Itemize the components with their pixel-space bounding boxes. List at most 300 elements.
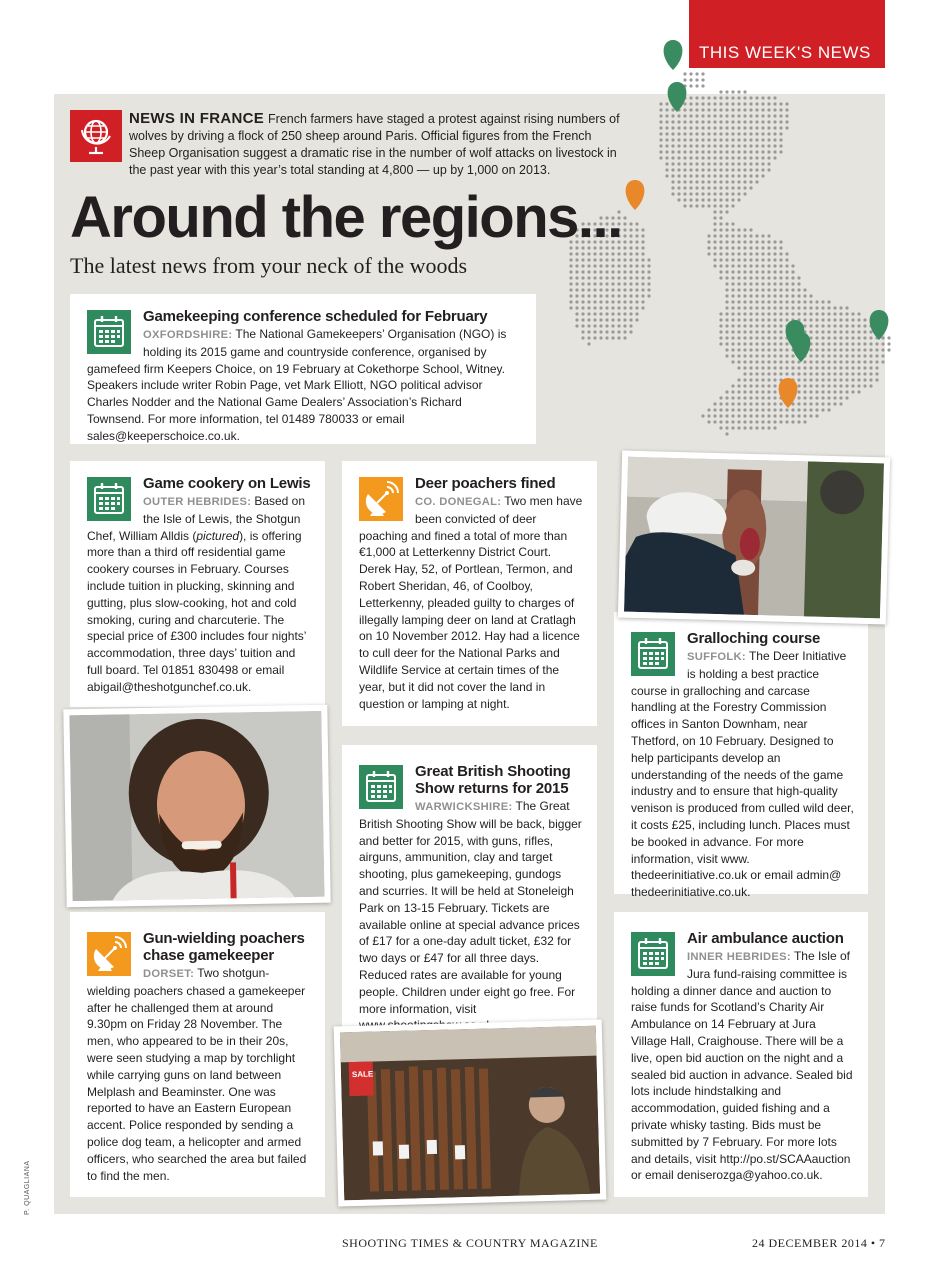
map-dot: [749, 234, 752, 237]
map-dot: [725, 324, 728, 327]
map-dot: [623, 252, 626, 255]
map-dot: [677, 174, 680, 177]
map-dot: [695, 72, 698, 75]
map-dot: [623, 246, 626, 249]
map-dot: [743, 336, 746, 339]
map-dot: [767, 270, 770, 273]
map-dot: [707, 234, 710, 237]
map-dot: [737, 132, 740, 135]
map-dot: [845, 342, 848, 345]
map-dot: [815, 414, 818, 417]
map-dot: [749, 150, 752, 153]
map-dot: [719, 228, 722, 231]
map-dot: [731, 132, 734, 135]
news-in-france: [70, 110, 622, 179]
map-dot: [767, 366, 770, 369]
map-dot: [779, 306, 782, 309]
map-dot: [695, 186, 698, 189]
map-dot: [779, 354, 782, 357]
map-dot: [755, 372, 758, 375]
map-dot: [809, 414, 812, 417]
map-dot: [857, 378, 860, 381]
map-dot: [779, 366, 782, 369]
map-dot: [749, 354, 752, 357]
map-dot: [761, 156, 764, 159]
map-dot: [725, 342, 728, 345]
map-dot: [863, 354, 866, 357]
map-dot: [575, 282, 578, 285]
map-dot: [701, 204, 704, 207]
map-dot: [593, 270, 596, 273]
map-dot: [743, 354, 746, 357]
map-dot: [743, 420, 746, 423]
map-dot: [749, 270, 752, 273]
map-dot: [761, 306, 764, 309]
map-dot: [755, 408, 758, 411]
map-dot: [689, 126, 692, 129]
map-dot: [593, 336, 596, 339]
map-dot: [767, 258, 770, 261]
map-dot: [755, 252, 758, 255]
chef-photo: [69, 711, 324, 901]
map-dot: [785, 420, 788, 423]
map-dot: [839, 318, 842, 321]
map-dot: [833, 354, 836, 357]
map-dot: [623, 270, 626, 273]
map-dot: [785, 312, 788, 315]
map-dot: [617, 330, 620, 333]
map-dot: [755, 378, 758, 381]
map-dot: [617, 306, 620, 309]
map-dot: [731, 180, 734, 183]
map-dot: [599, 282, 602, 285]
map-dot: [785, 108, 788, 111]
map-dot: [749, 156, 752, 159]
map-dot: [773, 246, 776, 249]
map-dot: [755, 300, 758, 303]
map-dot: [887, 342, 890, 345]
map-dot: [737, 336, 740, 339]
map-dot: [749, 162, 752, 165]
map-dot: [761, 102, 764, 105]
map-dot: [827, 384, 830, 387]
map-dot: [575, 318, 578, 321]
map-dot: [611, 264, 614, 267]
map-dot: [731, 426, 734, 429]
article-gamekeeping: [70, 294, 536, 444]
map-dot: [797, 402, 800, 405]
map-dot: [611, 288, 614, 291]
map-dot: [809, 402, 812, 405]
map-dot: [743, 402, 746, 405]
map-dot: [737, 402, 740, 405]
map-dot: [887, 348, 890, 351]
map-dot: [749, 378, 752, 381]
map-dot: [743, 96, 746, 99]
map-dot: [755, 330, 758, 333]
map-dot: [731, 90, 734, 93]
map-dot: [701, 144, 704, 147]
map-dot: [731, 186, 734, 189]
map-dot: [635, 294, 638, 297]
map-dot: [755, 240, 758, 243]
map-dot: [737, 390, 740, 393]
map-dot: [659, 138, 662, 141]
map-dot: [635, 258, 638, 261]
map-dot: [725, 396, 728, 399]
map-dot: [743, 102, 746, 105]
map-dot: [833, 396, 836, 399]
map-dot: [779, 132, 782, 135]
map-dot: [623, 294, 626, 297]
gralloching-photo: [624, 457, 884, 619]
map-dot: [791, 270, 794, 273]
map-dot: [749, 282, 752, 285]
map-dot: [833, 336, 836, 339]
map-dot: [725, 258, 728, 261]
map-dot: [749, 228, 752, 231]
map-dot: [575, 252, 578, 255]
map-dot: [599, 288, 602, 291]
map-dot: [695, 102, 698, 105]
map-dot: [635, 282, 638, 285]
map-dot: [749, 144, 752, 147]
map-dot: [761, 402, 764, 405]
map-dot: [755, 402, 758, 405]
map-dot: [593, 282, 596, 285]
map-dot: [719, 210, 722, 213]
map-dot: [785, 348, 788, 351]
map-dot: [839, 366, 842, 369]
map-dot: [785, 306, 788, 309]
map-dot: [761, 258, 764, 261]
map-dot: [749, 186, 752, 189]
map-dot: [767, 294, 770, 297]
map-dot: [701, 96, 704, 99]
map-dot: [593, 264, 596, 267]
map-dot: [695, 108, 698, 111]
map-dot: [695, 84, 698, 87]
map-dot: [713, 162, 716, 165]
map-dot: [629, 264, 632, 267]
map-dot: [773, 420, 776, 423]
article-body: The Great British Shooting Show will be back, bigger and better for 2015, with guns, rifles, airguns, ammunition, clay and target shooting, plus gamekeeping, gundogs and scurries. It will be held at Stoneleigh Park on 13-15 February. Tickets are available online at special advance prices of £17 for a one-day adult ticket, £32 for two days or £47 for all three days. Reduced rates are available for young people. Children under eight go free. For more information, visit: [359, 799, 582, 1016]
map-dot: [671, 186, 674, 189]
map-dot: [773, 426, 776, 429]
map-dot: [827, 330, 830, 333]
map-dot: [725, 102, 728, 105]
map-dot: [761, 288, 764, 291]
map-dot: [629, 312, 632, 315]
map-dot: [695, 198, 698, 201]
map-dot: [575, 258, 578, 261]
map-dot: [743, 144, 746, 147]
map-dot: [713, 264, 716, 267]
map-dot: [701, 150, 704, 153]
map-dot: [785, 360, 788, 363]
map-dot: [749, 336, 752, 339]
map-dot: [749, 300, 752, 303]
map-dot: [725, 138, 728, 141]
map-dot: [719, 258, 722, 261]
map-dot: [587, 264, 590, 267]
map-dot: [797, 408, 800, 411]
map-dot: [743, 288, 746, 291]
map-dot: [749, 294, 752, 297]
map-dot: [719, 132, 722, 135]
map-dot: [761, 96, 764, 99]
map-dot: [695, 144, 698, 147]
map-dot: [731, 408, 734, 411]
map-dot: [827, 402, 830, 405]
map-dot: [737, 348, 740, 351]
map-dot: [827, 348, 830, 351]
map-dot: [575, 300, 578, 303]
map-dot: [875, 360, 878, 363]
map-dot: [725, 198, 728, 201]
map-dot: [623, 282, 626, 285]
map-dot: [713, 402, 716, 405]
map-dot: [833, 330, 836, 333]
map-dot: [701, 120, 704, 123]
map-dot: [719, 402, 722, 405]
map-dot: [647, 270, 650, 273]
map-dot: [743, 360, 746, 363]
calendar-icon: [87, 310, 131, 354]
map-dot: [701, 198, 704, 201]
map-dot: [755, 156, 758, 159]
map-dot: [719, 114, 722, 117]
map-dot: [731, 336, 734, 339]
map-dot: [713, 114, 716, 117]
map-dot: [815, 324, 818, 327]
map-dot: [671, 132, 674, 135]
article-location: OXFORDSHIRE:: [143, 329, 233, 341]
map-dot: [737, 120, 740, 123]
map-dot: [725, 402, 728, 405]
map-dot: [755, 168, 758, 171]
map-dot: [713, 168, 716, 171]
map-dot: [725, 282, 728, 285]
map-dot: [719, 138, 722, 141]
map-dot: [743, 240, 746, 243]
map-dot: [761, 348, 764, 351]
map-dot: [623, 306, 626, 309]
map-dot: [785, 372, 788, 375]
map-dot: [737, 96, 740, 99]
map-dot: [629, 270, 632, 273]
map-dot: [833, 390, 836, 393]
map-dot: [791, 408, 794, 411]
map-dot: [779, 240, 782, 243]
map-dot: [683, 204, 686, 207]
map-dot: [629, 330, 632, 333]
map-dot: [761, 246, 764, 249]
map-dot: [677, 192, 680, 195]
map-dot: [839, 384, 842, 387]
map-dot: [659, 150, 662, 153]
map-dot: [767, 276, 770, 279]
map-dot: [617, 336, 620, 339]
map-dot: [791, 372, 794, 375]
map-dot: [767, 390, 770, 393]
map-dot: [611, 306, 614, 309]
map-dot: [755, 282, 758, 285]
map-dot: [689, 204, 692, 207]
map-dot: [635, 270, 638, 273]
map-dot: [809, 306, 812, 309]
map-dot: [737, 294, 740, 297]
map-dot: [611, 318, 614, 321]
map-dot: [845, 306, 848, 309]
map-dot: [743, 264, 746, 267]
map-dot: [743, 138, 746, 141]
map-dot: [743, 186, 746, 189]
map-dot: [641, 252, 644, 255]
map-dot: [671, 108, 674, 111]
map-dot: [569, 252, 572, 255]
map-dot: [731, 96, 734, 99]
map-dot: [731, 150, 734, 153]
map-dot: [731, 102, 734, 105]
map-dot: [851, 354, 854, 357]
map-dot: [689, 84, 692, 87]
map-dot: [737, 234, 740, 237]
map-dot: [815, 306, 818, 309]
map-dot: [761, 270, 764, 273]
map-dot: [731, 126, 734, 129]
map-dot: [737, 276, 740, 279]
map-dot: [749, 306, 752, 309]
map-dot: [761, 120, 764, 123]
map-dot: [599, 336, 602, 339]
map-dot: [683, 186, 686, 189]
map-dot: [617, 264, 620, 267]
map-dot: [587, 270, 590, 273]
map-dot: [695, 204, 698, 207]
map-dot: [743, 132, 746, 135]
article-body-italic: pictured: [196, 528, 240, 543]
map-dot: [821, 300, 824, 303]
map-dot: [575, 270, 578, 273]
map-dot: [749, 402, 752, 405]
map-dot: [737, 258, 740, 261]
map-dot: [635, 240, 638, 243]
map-dot: [617, 312, 620, 315]
map-dot: [761, 276, 764, 279]
map-dot: [689, 144, 692, 147]
map-dot: [803, 378, 806, 381]
map-dot: [659, 144, 662, 147]
map-dot: [761, 234, 764, 237]
map-dot: [599, 258, 602, 261]
map-dot: [815, 390, 818, 393]
map-dot: [581, 300, 584, 303]
map-dot: [743, 192, 746, 195]
map-dot: [605, 252, 608, 255]
map-dot: [785, 114, 788, 117]
map-dot: [761, 252, 764, 255]
map-dot: [737, 168, 740, 171]
map-dot: [677, 126, 680, 129]
map-dot: [791, 264, 794, 267]
map-dot: [683, 198, 686, 201]
map-dot: [731, 270, 734, 273]
map-dot: [725, 168, 728, 171]
map-dot: [683, 174, 686, 177]
map-dot: [737, 228, 740, 231]
map-dot: [701, 180, 704, 183]
map-dot: [845, 360, 848, 363]
map-dot: [581, 324, 584, 327]
map-dot: [683, 138, 686, 141]
map-dot: [605, 300, 608, 303]
map-dot: [863, 372, 866, 375]
map-dot: [809, 360, 812, 363]
map-dot: [719, 156, 722, 159]
map-dot: [707, 252, 710, 255]
article-location: WARWICKSHIRE:: [415, 801, 513, 813]
map-dot: [851, 348, 854, 351]
map-dot: [689, 138, 692, 141]
map-dot: [695, 192, 698, 195]
map-dot: [695, 156, 698, 159]
map-dot: [785, 318, 788, 321]
map-dot: [767, 420, 770, 423]
map-dot: [785, 282, 788, 285]
map-dot: [827, 354, 830, 357]
map-dot: [605, 312, 608, 315]
map-dot: [851, 366, 854, 369]
photo-gralloching: [618, 451, 890, 625]
map-dot: [869, 330, 872, 333]
map-dot: [725, 312, 728, 315]
map-dot: [827, 396, 830, 399]
map-dot: [701, 414, 704, 417]
map-dot: [749, 264, 752, 267]
map-dot: [755, 180, 758, 183]
map-dot: [803, 372, 806, 375]
article-title: Deer poachers fined: [415, 475, 556, 492]
map-dot: [821, 378, 824, 381]
map-dot: [707, 96, 710, 99]
map-dot: [761, 372, 764, 375]
map-dot: [713, 240, 716, 243]
map-dot: [719, 180, 722, 183]
map-dot: [659, 108, 662, 111]
map-dot: [731, 384, 734, 387]
map-dot: [581, 270, 584, 273]
map-dot: [689, 156, 692, 159]
map-dot: [683, 150, 686, 153]
map-dot: [767, 240, 770, 243]
map-dot: [797, 306, 800, 309]
photo-chef: [63, 705, 330, 908]
map-dot: [719, 120, 722, 123]
map-dot: [635, 306, 638, 309]
map-dot: [569, 264, 572, 267]
map-dot: [839, 378, 842, 381]
map-dot: [767, 252, 770, 255]
map-dot: [743, 276, 746, 279]
map-dot: [713, 414, 716, 417]
map-dot: [743, 246, 746, 249]
map-dot: [737, 330, 740, 333]
map-dot: [749, 276, 752, 279]
map-dot: [779, 258, 782, 261]
article-body: Based on the Isle of Lewis, the Shotgun Chef, William Alldis (: [87, 494, 306, 543]
map-dot: [809, 408, 812, 411]
